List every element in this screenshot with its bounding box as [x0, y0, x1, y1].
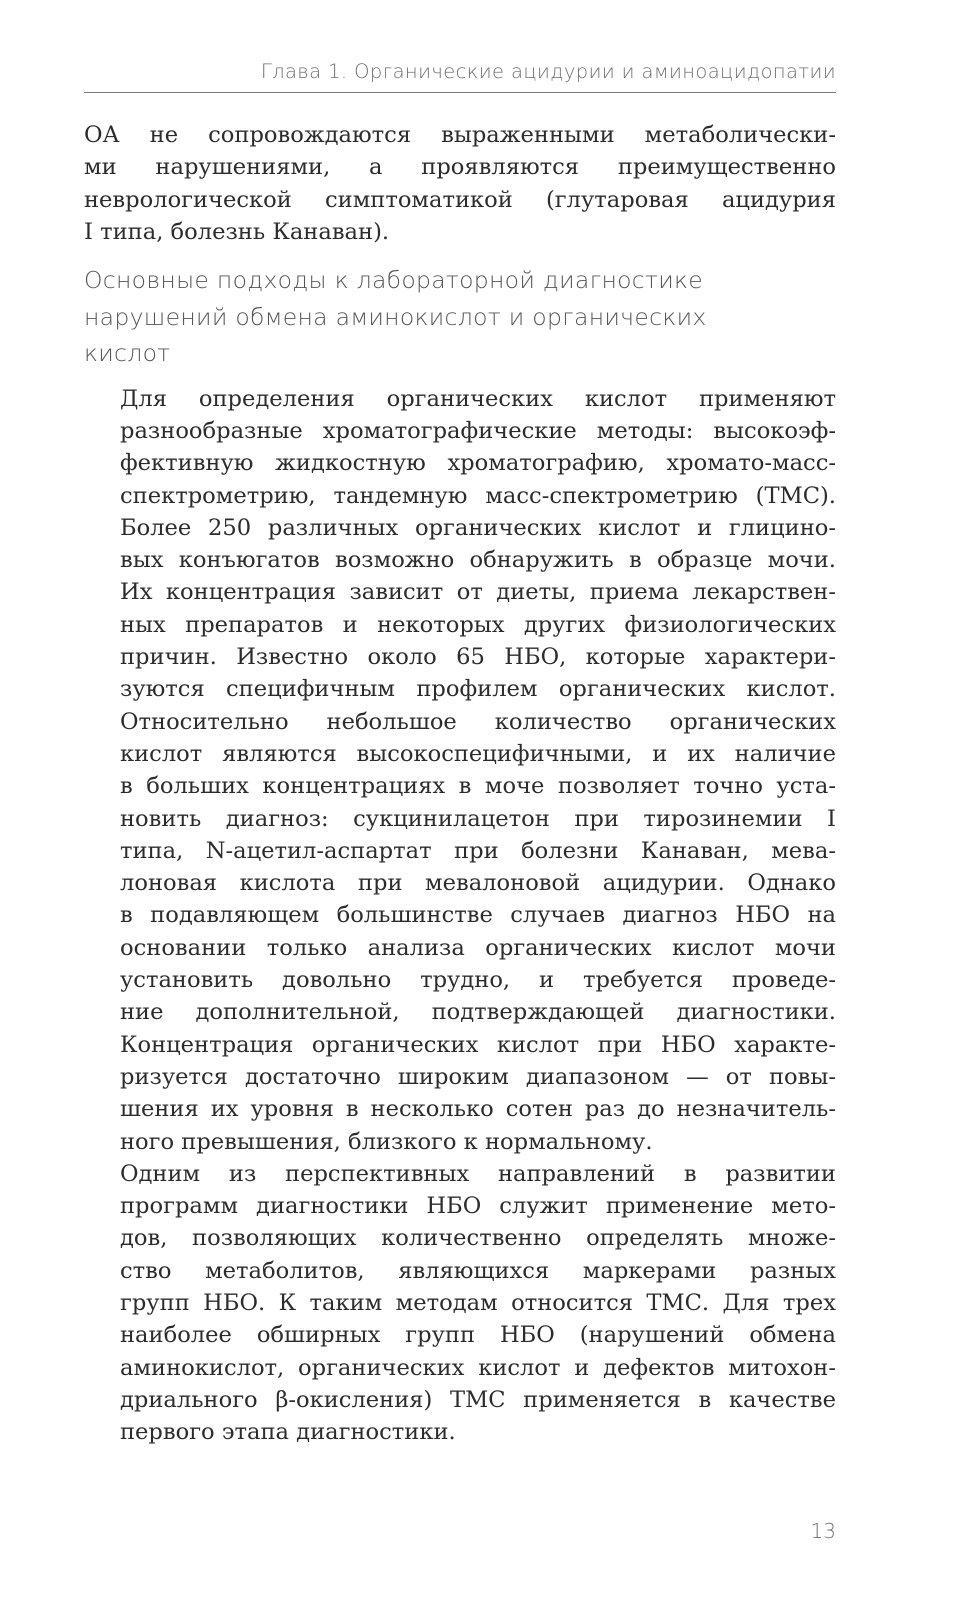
- text-line: I типа, болезнь Канаван).: [84, 218, 390, 245]
- text-line: в подавляющем большинстве случаев диагноз НБО на: [120, 902, 836, 929]
- body-text: [84, 119, 836, 1448]
- text-line: установить довольно трудно, и требуется проведе-: [120, 967, 836, 994]
- text-line: кислот являются высокоспецифичными, и их наличие: [120, 740, 836, 767]
- text-line: ние дополнительной, подтверждающей диагностики.: [120, 999, 836, 1026]
- text-line: Более 250 различных органических кислот и глицино-: [120, 514, 836, 541]
- text-line: Их концентрация зависит от диеты, приема лекарствен-: [120, 579, 836, 606]
- text-line: новить диагноз: сукцинилацетон при тирозинемии I: [120, 805, 836, 832]
- text-line: неврологической симптоматикой (глутаровая ацидурия: [84, 186, 836, 213]
- running-head: Глава 1. Органические ацидурии и аминоацидопатии: [260, 60, 836, 83]
- text-line: Для определения органических кислот применяют: [120, 385, 836, 412]
- page-number: 13: [810, 1519, 836, 1543]
- paragraph-continued: [84, 119, 836, 248]
- text-line: лоновая кислота при мевалоновой ацидурии. Однако: [120, 870, 836, 897]
- text-line: основании только анализа органических кислот мочи: [120, 934, 836, 961]
- paragraph-lab-methods: [84, 383, 836, 1158]
- text-line: шения их уровня в несколько сотен раз до незначитель-: [120, 1096, 836, 1123]
- heading-line: кислот: [84, 339, 171, 368]
- text-line: причин. Известно около 65 НБО, которые характери-: [120, 644, 836, 671]
- text-line: ми нарушениями, а проявляются преимущественно: [84, 154, 836, 181]
- text-line: аминокислот, органических кислот и дефектов митохон-: [120, 1354, 836, 1381]
- text-line: спектрометрию, тандемную масс-спектрометрию (ТМС).: [120, 482, 836, 509]
- text-line: групп НБО. К таким методам относится ТМС. Для трех: [120, 1290, 836, 1316]
- text-line: типа, N-ацетил-аспартат при болезни Канаван, мева-: [120, 837, 836, 864]
- text-line: наиболее обширных групп НБО (нарушений обмена: [120, 1322, 836, 1349]
- text-line: Одним из перспективных направлений в развитии: [120, 1160, 836, 1187]
- text-line: зуются специфичным профилем органических кислот.: [120, 676, 836, 703]
- text-line: ных препаратов и некоторых других физиологических: [120, 611, 836, 638]
- text-line: разнообразные хроматографические методы: высокоэф-: [120, 417, 836, 444]
- header-rule: [84, 92, 836, 93]
- text-line: дриального β-окисления) ТМС применяется в качестве: [120, 1386, 836, 1413]
- text-line: ризуется достаточно широким диапазоном — от повы-: [120, 1063, 836, 1090]
- text-line: вых конъюгатов возможно обнаружить в образце мочи.: [120, 547, 836, 574]
- text-line: в больших концентрациях в моче позволяет точно уста-: [120, 773, 836, 800]
- text-line: фективную жидкостную хроматографию, хромато-масс-: [120, 450, 836, 477]
- heading-line: Основные подходы к лабораторной диагностике: [84, 266, 703, 295]
- text-line: первого этапа диагностики.: [120, 1419, 456, 1446]
- text-line: ство метаболитов, являющихся маркерами разных: [120, 1257, 836, 1284]
- text-line: Относительно небольшое количество органических: [120, 708, 836, 735]
- text-line: ного превышения, близкого к нормальному.: [120, 1128, 653, 1155]
- text-line: дов, позволяющих количественно определять множе-: [120, 1225, 836, 1252]
- paragraph-tms: [84, 1158, 836, 1449]
- text-line: программ диагностики НБО служит применение мето-: [120, 1193, 836, 1220]
- section-heading: [84, 262, 836, 372]
- text-line: Концентрация органических кислот при НБО характе-: [120, 1031, 836, 1058]
- heading-line: нарушений обмена аминокислот и органических: [84, 302, 707, 331]
- text-line: ОА не сопровождаются выраженными метаболически-: [84, 122, 836, 148]
